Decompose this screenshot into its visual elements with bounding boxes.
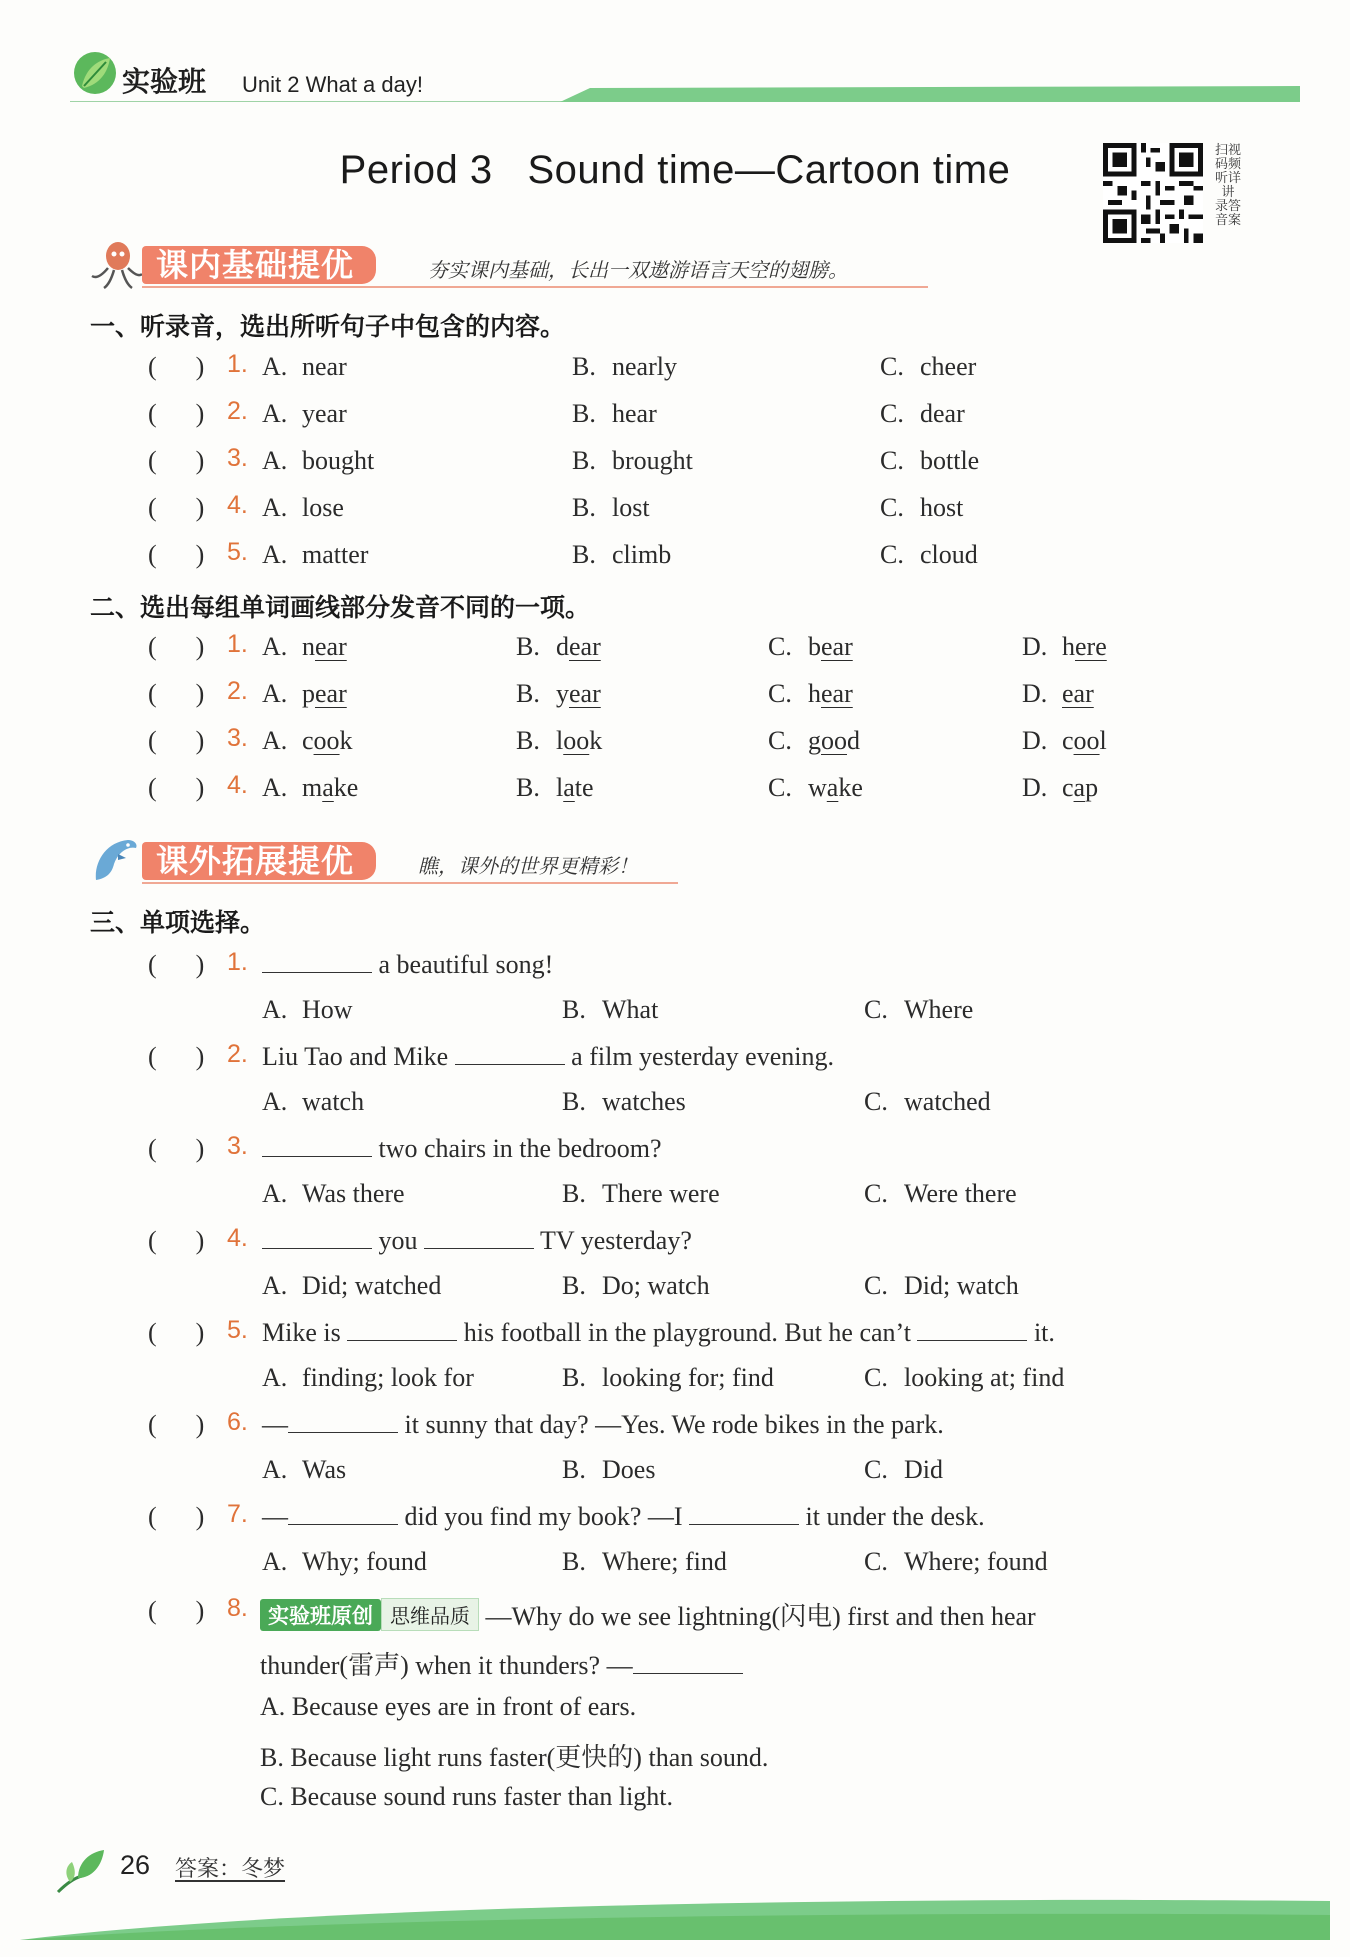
mcq-question <box>0 1134 1350 1174</box>
answer-blank[interactable] <box>262 1226 372 1249</box>
part2-heading: 二、选出每组单词画线部分发音不同的一项。 <box>90 594 591 622</box>
option-c: C. cheer <box>880 352 977 381</box>
dolphin-icon <box>88 832 144 888</box>
original-badge: 实验班原创 <box>260 1599 381 1631</box>
banner-title: 课外拓展提优 <box>142 842 376 880</box>
banner-slogan: 瞧，课外的世界更精彩！ <box>418 854 638 878</box>
option-c: C. dear <box>880 399 965 428</box>
option-d: D. cool <box>1022 726 1107 755</box>
answer-blank[interactable] <box>424 1226 534 1249</box>
option-c: C. looking at; find <box>864 1363 1065 1392</box>
option-b: B. There were <box>562 1179 720 1208</box>
item-number: 6. <box>227 1408 248 1436</box>
item-number: 2. <box>227 677 248 705</box>
answer-parens[interactable]: ( ) <box>148 632 205 661</box>
option-a: A. Did; watched <box>262 1271 442 1300</box>
item-number: 2. <box>227 1040 248 1068</box>
option-c: C. Did; watch <box>864 1271 1019 1300</box>
header-green-band <box>560 86 1300 102</box>
mcq-options <box>0 1271 1350 1311</box>
answer-parens[interactable]: ( ) <box>148 726 205 755</box>
part1-heading: 一、听录音，选出所听句子中包含的内容。 <box>90 313 566 341</box>
option-c: C. Were there <box>864 1179 1017 1208</box>
answer-code: 答案：冬梦 <box>175 1857 286 1882</box>
option-b: B. Do; watch <box>562 1271 710 1300</box>
option-b: B. year <box>516 679 601 708</box>
answer-parens[interactable]: ( ) <box>148 540 205 569</box>
item-number: 7. <box>227 1500 248 1528</box>
option-b: B. What <box>562 995 659 1024</box>
answer-parens[interactable]: ( ) <box>148 679 205 708</box>
answer-parens[interactable]: ( ) <box>148 950 205 979</box>
option-a: A. finding; look for <box>262 1363 474 1392</box>
option-c: C. Because sound runs faster than light. <box>260 1782 674 1811</box>
option-a: A. pear <box>262 679 347 708</box>
option-d: D. cap <box>1022 773 1099 802</box>
part1-item <box>0 446 1350 486</box>
option-c: C. watched <box>864 1087 991 1116</box>
option-a: A. near <box>262 352 347 381</box>
mcq-options <box>0 1363 1350 1403</box>
footer-green-band <box>20 1895 1330 1940</box>
page-number: 26 <box>120 1850 151 1880</box>
option-c: C. bear <box>768 632 853 661</box>
item-number: 3. <box>227 444 248 472</box>
banner-underline <box>142 882 678 884</box>
option-a: A. make <box>262 773 359 802</box>
title-period: Period 3 <box>339 148 493 192</box>
option-b: B. Because light runs faster(更快的) than sound. <box>260 1743 769 1772</box>
part1-item <box>0 493 1350 533</box>
section-banner-in-class <box>88 240 928 288</box>
option-a: A. Because eyes are in front of ears. <box>260 1692 637 1721</box>
option-b: B. nearly <box>572 352 677 381</box>
brand-name: 实验班 <box>122 66 207 97</box>
qr-caption: 扫视 码频 听详 讲 录答 音案 <box>1214 142 1241 227</box>
option-b: B. late <box>516 773 594 802</box>
option-b: B. looking for; find <box>562 1363 774 1392</box>
mcq-question <box>0 1042 1350 1082</box>
answer-parens[interactable]: ( ) <box>148 493 205 522</box>
item-number: 4. <box>227 491 248 519</box>
option-a: A. How <box>262 995 353 1024</box>
answer-parens[interactable]: ( ) <box>148 399 205 428</box>
answer-parens[interactable]: ( ) <box>148 1134 205 1163</box>
mcq-options <box>0 1179 1350 1219</box>
answer-blank[interactable] <box>288 1502 398 1525</box>
option-a: A. near <box>262 632 347 661</box>
option-c: C. Did <box>864 1455 943 1484</box>
banner-title: 课内基础提优 <box>142 246 376 284</box>
part1-item <box>0 352 1350 392</box>
mcq-question <box>0 1318 1350 1358</box>
item-number: 8. <box>227 1594 248 1622</box>
answer-parens[interactable]: ( ) <box>148 1042 205 1071</box>
option-a: A. Why; found <box>262 1547 427 1576</box>
thinking-quality-badge: 思维品质 <box>381 1598 479 1631</box>
leaf-sprout-icon <box>56 1848 106 1894</box>
option-b: B. Does <box>562 1455 656 1484</box>
option-c: C. hear <box>768 679 853 708</box>
answer-blank[interactable] <box>347 1318 457 1341</box>
option-c: C. Where; found <box>864 1547 1048 1576</box>
part1-item <box>0 399 1350 439</box>
item-number: 3. <box>227 1132 248 1160</box>
mcq-question <box>0 950 1350 990</box>
option-d: D. here <box>1022 632 1107 661</box>
mcq-options <box>0 1087 1350 1127</box>
option-b: B. Where; find <box>562 1547 727 1576</box>
question-stem: — it sunny that day? —Yes. We rode bikes in the park. <box>262 1410 944 1439</box>
answer-blank[interactable] <box>288 1410 398 1433</box>
option-a: A. cook <box>262 726 353 755</box>
option-b: B. dear <box>516 632 601 661</box>
question-stem: Liu Tao and Mike a film yesterday evening. <box>262 1042 834 1071</box>
question-stem: Mike is his football in the playground. But he can’t it. <box>262 1318 1055 1347</box>
mcq-options <box>0 1547 1350 1587</box>
item-number: 2. <box>227 397 248 425</box>
mcq-options <box>0 995 1350 1035</box>
mcq-options <box>0 1455 1350 1495</box>
item-number: 3. <box>227 724 248 752</box>
mcq-question <box>0 1226 1350 1266</box>
option-c: C. bottle <box>880 446 980 475</box>
option-a: A. Was <box>262 1455 347 1484</box>
answer-blank[interactable] <box>917 1318 1027 1341</box>
option-b: B. watches <box>562 1087 686 1116</box>
option-c: C. Where <box>864 995 974 1024</box>
part2-item <box>0 679 1350 719</box>
mcq-question <box>0 1410 1350 1450</box>
question-stem: two chairs in the bedroom? <box>262 1134 662 1164</box>
option-a: A. matter <box>262 540 369 569</box>
option-a: A. watch <box>262 1087 365 1116</box>
squid-icon <box>88 236 144 292</box>
answer-blank[interactable] <box>633 1651 743 1674</box>
mcq-question <box>0 1596 1350 1636</box>
unit-title: Unit 2 What a day! <box>242 72 423 97</box>
banner-underline <box>142 286 928 288</box>
option-c: C. host <box>880 493 964 522</box>
part2-item <box>0 726 1350 766</box>
option-b: B. climb <box>572 540 672 569</box>
item-number: 4. <box>227 771 248 799</box>
answer-parens[interactable]: ( ) <box>148 1318 205 1347</box>
option-c: C. cloud <box>880 540 978 569</box>
item-number: 1. <box>227 948 248 976</box>
question-stem: you TV yesterday? <box>262 1226 692 1256</box>
item-number: 1. <box>227 350 248 378</box>
answer-parens[interactable]: ( ) <box>148 446 205 475</box>
part1-item <box>0 540 1350 580</box>
option-c: C. good <box>768 726 860 755</box>
question-stem-line2: thunder(雷声) when it thunders? — <box>260 1645 743 1682</box>
option-a: A. lose <box>262 493 344 522</box>
answer-parens[interactable]: ( ) <box>148 1502 205 1531</box>
option-a: A. Was there <box>262 1179 405 1208</box>
answer-parens[interactable]: ( ) <box>148 1226 205 1255</box>
option-a: A. bought <box>262 446 375 475</box>
part2-item <box>0 773 1350 813</box>
mcq-question-continued <box>0 1645 1350 1685</box>
qr-code-icon[interactable] <box>1100 143 1206 243</box>
title-topic: Sound time—Cartoon time <box>527 148 1011 192</box>
answer-parens[interactable]: ( ) <box>148 773 205 802</box>
part2-item <box>0 632 1350 672</box>
option-d: D. ear <box>1022 679 1094 708</box>
item-number: 4. <box>227 1224 248 1252</box>
option-b: B. hear <box>572 399 657 428</box>
question-stem: — did you find my book? —I it under the desk. <box>262 1502 985 1531</box>
answer-parens[interactable]: ( ) <box>148 1596 205 1625</box>
answer-blank[interactable] <box>689 1502 799 1525</box>
item-number: 5. <box>227 538 248 566</box>
part3-heading: 三、单项选择。 <box>90 909 266 937</box>
answer-parens[interactable]: ( ) <box>148 352 205 381</box>
option-b: B. look <box>516 726 603 755</box>
option-a: A. year <box>262 399 347 428</box>
option-c: C. wake <box>768 773 863 802</box>
section-banner-extra <box>88 836 688 884</box>
answer-parens[interactable]: ( ) <box>148 1410 205 1439</box>
leaf-logo-icon <box>72 50 118 96</box>
item-number: 1. <box>227 630 248 658</box>
banner-slogan: 夯实课内基础，长出一双遨游语言天空的翅膀。 <box>428 258 848 282</box>
option-b: B. lost <box>572 493 650 522</box>
question-stem: 实验班原创 思维品质 —Why do we see lightning(闪电) first and then hear <box>260 1596 1036 1633</box>
question-stem: a beautiful song! <box>262 950 553 980</box>
mcq-question <box>0 1502 1350 1542</box>
answer-blank[interactable] <box>262 1134 372 1157</box>
answer-blank[interactable] <box>262 950 372 973</box>
answer-blank[interactable] <box>455 1042 565 1065</box>
item-number: 5. <box>227 1316 248 1344</box>
option-b: B. brought <box>572 446 693 475</box>
